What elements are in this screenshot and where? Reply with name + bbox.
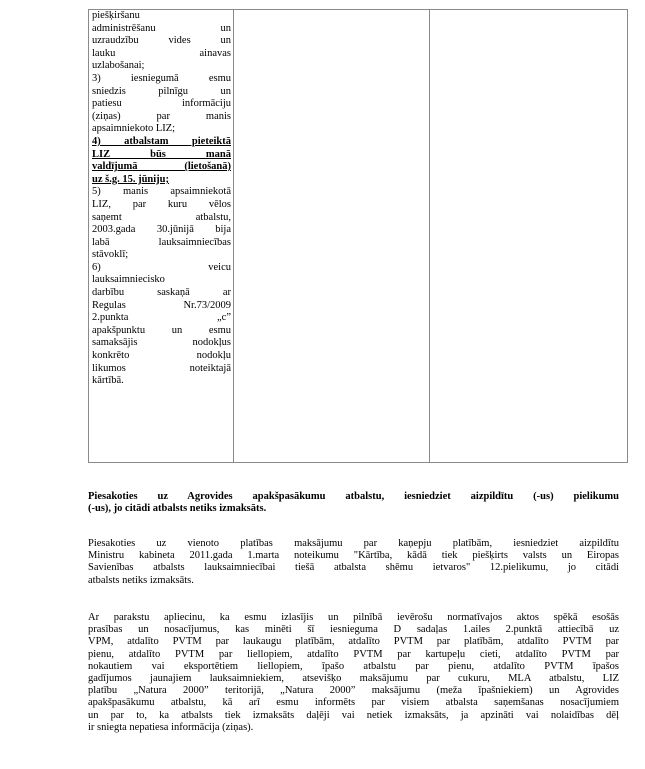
text-line: (ziņas) par manis (92, 110, 231, 122)
text-line: apakšpasākumu atbalstu, kā arī esmu informēts par visiem atbalsta saņemšanas nosacījumiem (88, 697, 619, 709)
text-line: Piesakoties uz vienoto platības maksājumu par kaņepju platībām, iesniedziet aizpildītu (88, 538, 619, 549)
text-line: lauku ainavas (92, 47, 231, 59)
text-line: pienu, atdalīto PVTM par liellopiem, atdalīto PVTM par kartupeļu cieti, atdalīto PVTM par (88, 648, 619, 660)
text-line: darbību saskaņā ar (92, 287, 231, 299)
text-line: piešķiršanu (92, 10, 140, 21)
text-line: samaksājis nodokļus (92, 337, 231, 349)
text-line: 2.punkta „c” (92, 312, 231, 324)
agrovide-notice (88, 491, 619, 515)
text-line: uzraudzību vides un (92, 35, 231, 47)
table-row (89, 10, 628, 463)
text-line: Regulas Nr.73/2009 (92, 299, 231, 311)
conditions-cell (89, 10, 234, 463)
hemp-notice (88, 538, 619, 587)
text-line: LIZ, par kuru vēlos (92, 198, 231, 210)
text-line: ir sniegta nepatiesa informācija (ziņas). (88, 721, 254, 733)
text-line: LIZ būs manā (92, 148, 231, 160)
text-line: nokautiem vai eksportētiem liellopiem, īpašo atbalstu par pienu, atdalīto PVTM īpašos (88, 660, 619, 672)
text-line: prasības un nosacījumus, kas minēti šī iesnieguma D sadaļas 1.ailes 2.punktā attiecībā uz (88, 624, 619, 636)
text-line: Savienības atbalsts lauksaimniecībai tiešā atbalsta shēmu ietvaros" 12.pielikumu, jo citādi (88, 562, 619, 574)
text-line: lauksaimniecisko (92, 274, 165, 286)
text-line: saņemt atbalstu, (92, 211, 231, 223)
text-line: stāvoklī; (92, 249, 129, 261)
text-line: atbalsts netiks izmaksāts. (88, 574, 194, 586)
text-line: 3) iesniegumā esmu (92, 72, 231, 84)
text-line: kārtībā. (92, 375, 124, 387)
text-line: gadījumos jaunajiem lauksaimniekiem, atsevišķo maksājumu par cukuru, MLA atbalstu, LIZ (88, 673, 619, 685)
text-line: apakšpunktu un esmu (92, 324, 231, 336)
text-line: administrēšanu un (92, 22, 231, 34)
text-line: platību „Natura 2000” teritorijā, „Natura 2000” maksājumu (meža īpašniekiem) un Agrovides (88, 685, 619, 697)
text-line: konkrēto nodokļu (92, 350, 231, 362)
text-line: uzlabošanai; (92, 60, 145, 72)
text-line: VPM, atdalīto PVTM par laukaugu platībām, atdalīto PVTM par platībām, atdalīto PVTM par (88, 636, 619, 648)
conditions-text (92, 10, 231, 462)
signature-confirmation-text (88, 612, 619, 734)
text-line: 4) atbalstam pieteiktā (92, 135, 231, 147)
empty-cell-3 (430, 10, 628, 463)
text-line: likumos noteiktajā (92, 362, 231, 374)
text-line: 5) manis apsaimniekotā (92, 186, 231, 198)
text-line: uz š.g. 15. jūniju; (92, 173, 170, 185)
text-line: Ministru kabineta 2011.gada 1.marta noteikumu "Kārtība, kādā tiek piešķirts valsts un Eiropas (88, 550, 619, 562)
text-line: Ar parakstu apliecinu, ka esmu izlasījis un pilnībā ievērošu normatīvajos aktos spēkā esošās (88, 612, 619, 623)
text-line: 6) veicu (92, 261, 231, 273)
text-line: 2003.gada 30.jūnijā bija (92, 224, 231, 236)
text-line: patiesu informāciju (92, 98, 231, 110)
text-line: apsaimniekoto LIZ; (92, 123, 176, 135)
text-line: un par to, ka atbalsts tiek izmaksāts daļēji vai netiek izmaksāts, ja apzināti vai nolaidības dēļ (88, 709, 619, 721)
declaration-table (88, 9, 628, 463)
text-line: sniedzis pilnīgu un (92, 85, 231, 97)
text-line: valdījumā (lietošanā) (92, 161, 231, 173)
text-line: Piesakoties uz Agrovides apakšpasākumu atbalstu, iesniedziet aizpildītu (-us) pielikumu (88, 491, 619, 502)
empty-cell-2 (234, 10, 430, 463)
text-line: labā lauksaimniecības (92, 236, 231, 248)
text-line: (-us), jo citādi atbalsts netiks izmaksāts. (88, 503, 267, 515)
